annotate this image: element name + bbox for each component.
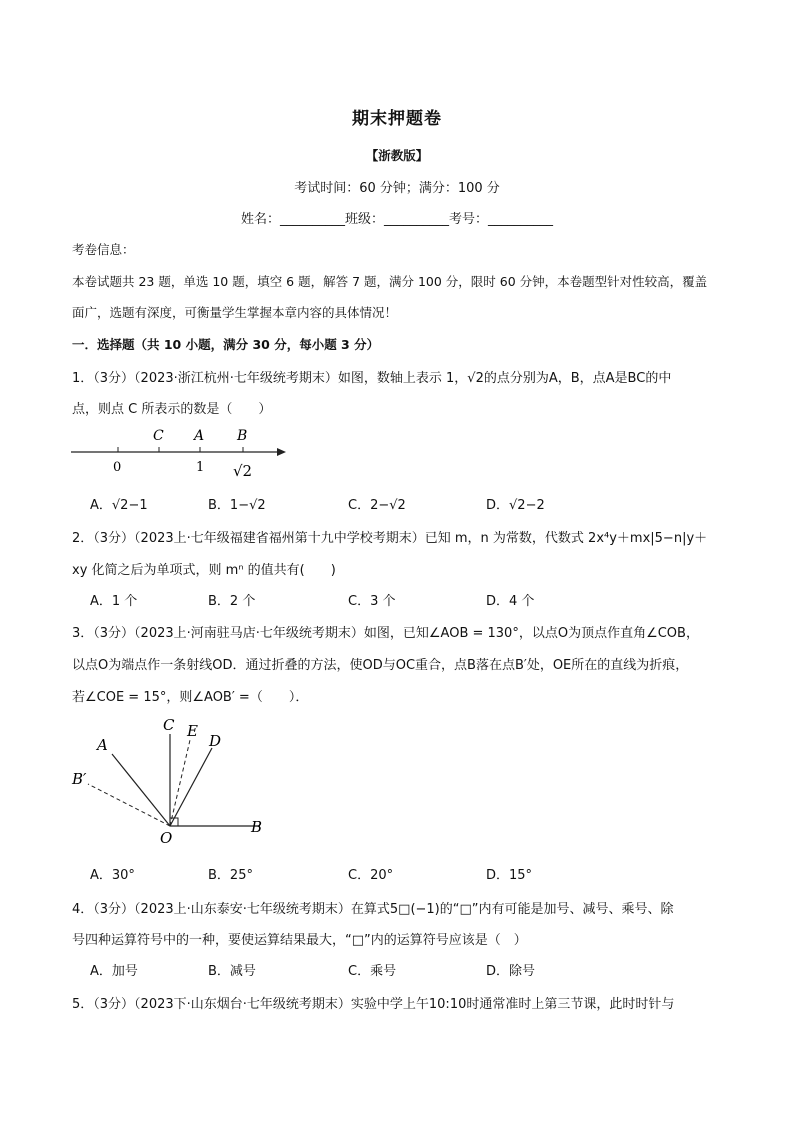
label-a: A [194, 428, 205, 444]
label-e: E [187, 722, 198, 740]
exam-time: 考试时间：60 分钟；满分：100 分 [294, 181, 500, 196]
q2-option-a: A．1 个 [90, 594, 138, 609]
label-a: A [97, 736, 108, 754]
q5-line-1: 5．（3分）（2023下·山东烟台·七年级统考期末）实验中学上午10:10时通常准时上第三节课，此时时针与 [72, 997, 675, 1012]
q3-option-c: C．20° [348, 868, 394, 883]
q4-option-b: B．减号 [208, 964, 256, 979]
q3-line-2: 以点O为端点作一条射线OD．通过折叠的方法，使OD与OC重合，点B落在点B′处，OE所在的直线为折痕， [72, 658, 689, 673]
ray-ob-prime-dashed [88, 784, 170, 826]
ray-oe-dashed [170, 740, 190, 826]
label-d: D [209, 732, 222, 750]
ray-oa [112, 754, 170, 826]
q3-option-a: A．30° [90, 868, 135, 883]
q4-line-2: 号四种运算符号中的一种，要使运算结果最大，“□”内的运算符号应该是（ ） [72, 933, 527, 948]
q4-option-d: D．除号 [486, 964, 536, 979]
student-info-line: 姓名：__________班级：__________考号：__________ [240, 212, 553, 227]
label-b-prime: B′ [72, 770, 87, 788]
q4-option-a: A．加号 [90, 964, 138, 979]
info-line-1: 本卷试题共 23 题，单选 10 题，填空 6 题，解答 7 题，满分 100 分，限时 60 分钟，本卷题型针对性较高，覆盖 [72, 274, 708, 289]
q1-option-d: D．√2−2 [486, 498, 545, 513]
page-title: 期末押题卷 [352, 109, 442, 129]
q3-option-b: B．25° [208, 868, 253, 883]
q1-option-c: C．2−√2 [348, 498, 406, 513]
label-sqrt2: √2 [233, 462, 253, 480]
q4-option-c: C．乘号 [348, 964, 397, 979]
section-heading: 一．选择题（共 10 小题，满分 30 分，每小题 3 分） [72, 337, 380, 352]
edition-label: 【浙教版】 [365, 148, 429, 163]
ray-od [170, 748, 212, 826]
label-c: C [153, 428, 164, 444]
q2-option-b: B．2 个 [208, 594, 256, 609]
q2-line-1: 2．（3分）（2023上·七年级福建省福州第十九中学校考期末）已知 m，n 为常数，代数式 2x⁴y＋mx|5−n|y＋ [72, 531, 708, 546]
q3-option-d: D．15° [486, 868, 533, 883]
q2-option-d: D．4 个 [486, 594, 535, 609]
q1-line-2: 点，则点 C 所表示的数是（ ） [72, 402, 272, 417]
q3-line-3: 若∠COE = 15°，则∠AOB′ =（ ）． [72, 690, 309, 705]
q1-line-1: 1．（3分）（2023·浙江杭州·七年级统考期末）如图，数轴上表示 1，√2的点分别为A，B，点A是BC的中 [72, 371, 672, 386]
info-label: 考卷信息： [72, 242, 135, 257]
label-1: 1 [196, 460, 205, 475]
label-0: 0 [113, 460, 122, 475]
label-c: C [163, 716, 175, 734]
q2-line-2: xy 化简之后为单项式，则 mⁿ 的值共有( ) [72, 563, 336, 578]
q1-option-b: B．1−√2 [208, 498, 266, 513]
number-line-figure [66, 422, 296, 482]
q1-option-a: A．√2−1 [90, 498, 148, 513]
angle-figure [66, 712, 276, 852]
axis-arrow-icon [277, 448, 286, 456]
q3-line-1: 3．（3分）（2023上·河南驻马店·七年级统考期末）如图，已知∠AOB = 130°，以点O为顶点作直角∠COB， [72, 626, 699, 641]
q4-line-1: 4．（3分）（2023上·山东泰安·七年级统考期末）在算式5□(−1)的“□”内有可能是加号、减号、乘号、除 [72, 902, 674, 917]
label-b: B [237, 428, 248, 444]
label-b: B [251, 818, 263, 836]
info-line-2: 面广，选题有深度，可衡量学生掌握本章内容的具体情况！ [72, 305, 398, 320]
label-o: O [160, 829, 173, 847]
q2-option-c: C．3 个 [348, 594, 396, 609]
